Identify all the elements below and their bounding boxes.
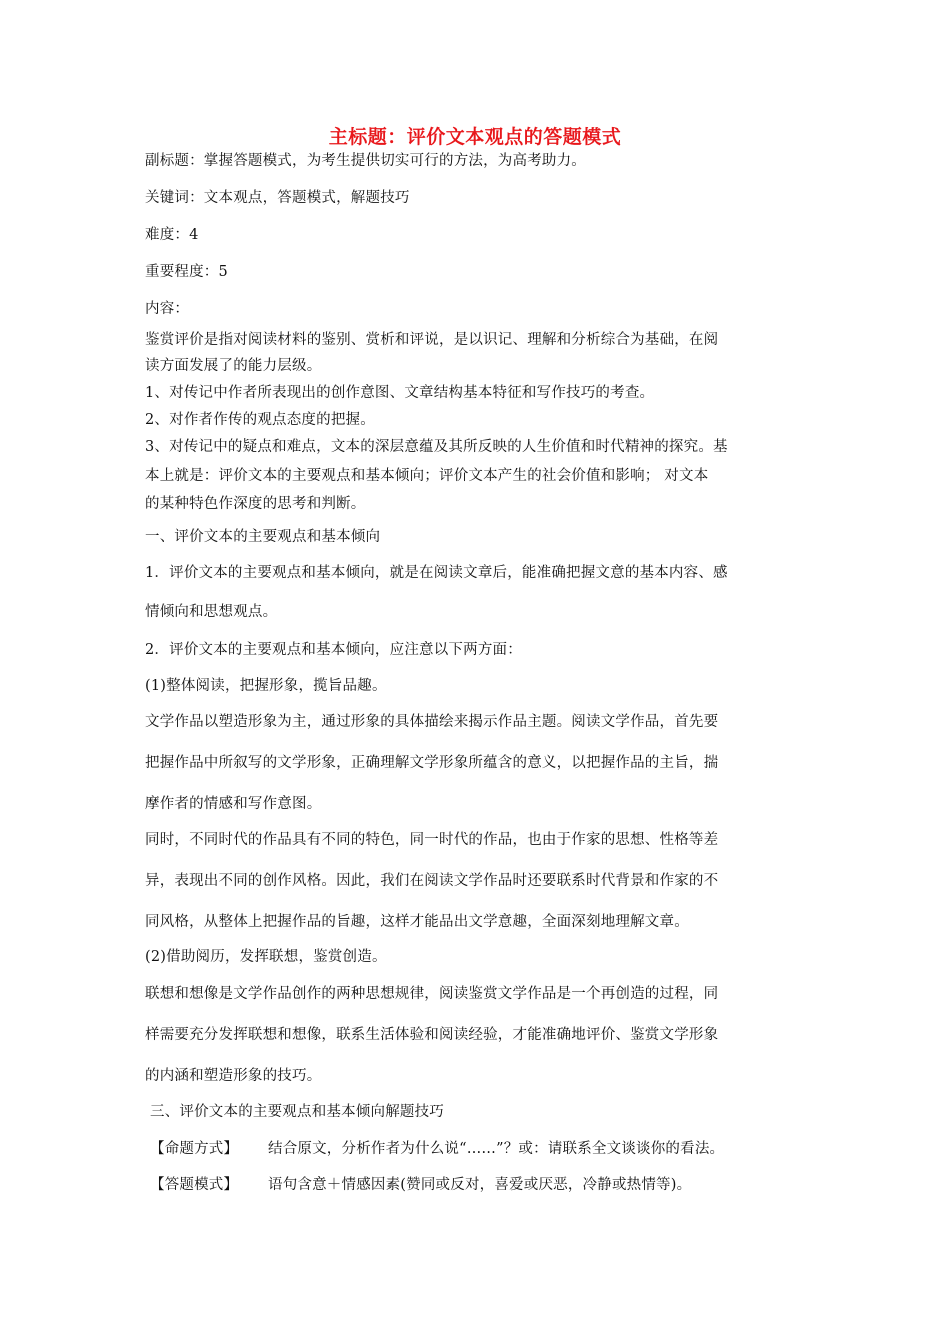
keywords: 关键词：文本观点，答题模式，解题技巧 <box>145 190 410 206</box>
subtitle: 副标题：掌握答题模式，为考生提供切实可行的方法，为高考助力。 <box>145 153 586 169</box>
answer-mode-text: 语句含意＋情感因素(赞同或反对，喜爱或厌恶，冷静或热情等)。 <box>268 1177 692 1193</box>
intro-line: 1、对传记中作者所表现出的创作意图、文章结构基本特征和写作技巧的考查。 <box>145 385 655 401</box>
intro-line: 鉴赏评价是指对阅读材料的鉴别、赏析和评说，是以识记、理解和分析综合为基础，在阅 <box>145 332 719 348</box>
section-1-point-1: 情倾向和思想观点。 <box>145 604 278 620</box>
sub-1-heading: (1)整体阅读，把握形象，揽旨品趣。 <box>145 678 387 694</box>
question-mode-text: 结合原文，分析作者为什么说“……”？或：请联系全文谈谈你的看法。 <box>268 1141 725 1157</box>
sub-1-para-2: 同时，不同时代的作品具有不同的特色，同一时代的作品，也由于作家的思想、性格等差 <box>145 832 719 848</box>
sub-1-para-1: 把握作品中所叙写的文学形象，正确理解文学形象所蕴含的意义，以把握作品的主旨，揣 <box>145 755 719 771</box>
sub-2-para: 的内涵和塑造形象的技巧。 <box>145 1068 322 1084</box>
sub-1-para-2: 异，表现出不同的创作风格。因此，我们在阅读文学作品时还要联系时代背景和作家的不 <box>145 873 719 889</box>
difficulty: 难度：4 <box>145 227 199 243</box>
intro-line: 读方面发展了的能力层级。 <box>145 358 322 374</box>
question-mode-row <box>150 1139 724 1159</box>
section-1-heading: 一、评价文本的主要观点和基本倾向 <box>145 529 381 545</box>
main-title: 主标题：评价文本观点的答题模式 <box>328 126 622 148</box>
sub-1-para-2: 同风格，从整体上把握作品的旨趣，这样才能品出文学意趣，全面深刻地理解文章。 <box>145 914 689 930</box>
intro-line: 2、对作者作传的观点态度的把握。 <box>145 412 375 428</box>
sub-1-para-1: 摩作者的情感和写作意图。 <box>145 796 322 812</box>
section-1-point-2: 2．评价文本的主要观点和基本倾向，应注意以下两方面： <box>145 642 522 658</box>
sub-2-heading: (2)借助阅历，发挥联想，鉴赏创造。 <box>145 949 387 965</box>
intro-line: 本上就是：评价文本的主要观点和基本倾向；评价文本产生的社会价值和影响； 对文本 <box>145 468 709 484</box>
intro-line: 的某种特色作深度的思考和判断。 <box>145 496 366 512</box>
section-1-point-1: 1．评价文本的主要观点和基本倾向，就是在阅读文章后，能准确把握文意的基本内容、感 <box>145 565 728 581</box>
sub-2-para: 样需要充分发挥联想和想像，联系生活体验和阅读经验，才能准确地评价、鉴赏文学形象 <box>145 1027 719 1043</box>
question-mode-label: 【命题方式】 <box>150 1141 239 1157</box>
answer-mode-row <box>150 1175 691 1195</box>
sub-2-para: 联想和想像是文学作品创作的两种思想规律，阅读鉴赏文学作品是一个再创造的过程，同 <box>145 986 719 1002</box>
answer-mode-label: 【答题模式】 <box>150 1177 239 1193</box>
intro-line: 3、对传记中的疑点和难点，文本的深层意蕴及其所反映的人生价值和时代精神的探究。基 <box>145 439 728 455</box>
importance: 重要程度：5 <box>145 264 228 280</box>
section-3-heading: 三、评价文本的主要观点和基本倾向解题技巧 <box>150 1104 444 1120</box>
content-label: 内容： <box>145 301 190 317</box>
sub-1-para-1: 文学作品以塑造形象为主，通过形象的具体描绘来揭示作品主题。阅读文学作品，首先要 <box>145 714 719 730</box>
